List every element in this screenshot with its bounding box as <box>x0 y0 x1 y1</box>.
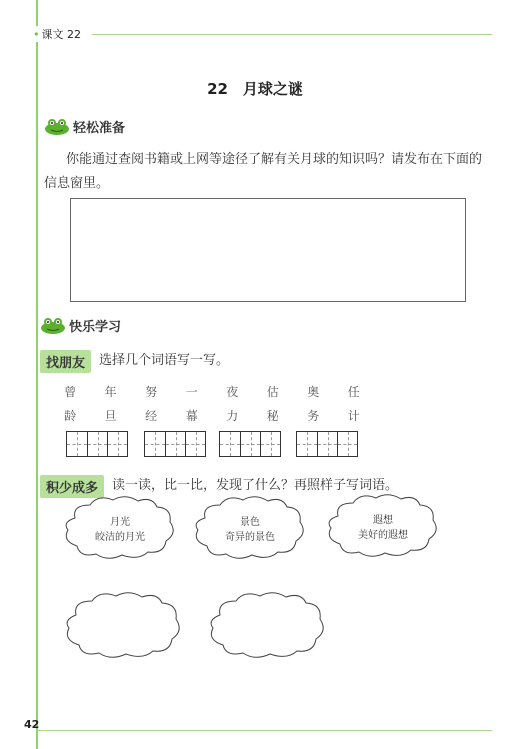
char: 任 <box>347 385 360 399</box>
char: 力 <box>226 409 239 423</box>
char: 夜 <box>226 385 239 399</box>
char: 奥 <box>307 385 320 399</box>
cloud-shape <box>67 593 179 658</box>
char: 一 <box>185 385 198 399</box>
char: 经 <box>145 409 158 423</box>
footer-rule <box>36 730 492 731</box>
prep-text-line2: 信息窗里。 <box>44 176 110 191</box>
bullet-icon: • <box>33 28 40 41</box>
cloud-word: 景色 奇异的景色 <box>225 517 275 543</box>
char: 秘 <box>266 409 279 423</box>
cloud-word: 遐想 美好的遐想 <box>358 515 408 541</box>
char: 估 <box>266 385 279 399</box>
char: 旦 <box>104 409 117 423</box>
char: 努 <box>145 385 158 399</box>
accumulate-label: 积少成多 <box>40 475 104 498</box>
prep-text-line1: 你能通过查阅书籍或上网等途径了解有关月球的知识吗？请发布在下面的 <box>66 152 483 167</box>
page-title: 22 月球之谜 <box>207 80 303 98</box>
find-friend-label: 找朋友 <box>40 350 91 373</box>
find-friend-instruction: 选择几个词语写一写。 <box>99 353 230 368</box>
cloud-word: 月光 皎洁的月光 <box>95 517 145 543</box>
accumulate-instruction: 读一读，比一比，发现了什么？再照样子写词语。 <box>112 478 399 493</box>
char: 计 <box>347 409 360 423</box>
char: 龄 <box>64 409 77 423</box>
page-number: 42 <box>24 718 40 731</box>
cloud-shape <box>211 593 323 658</box>
prep-heading: 轻松准备 <box>44 117 125 136</box>
lesson-tag: • 课文 22 <box>30 26 84 42</box>
char: 曾 <box>64 385 77 399</box>
study-heading: 快乐学习 <box>40 316 121 335</box>
char: 务 <box>307 409 320 423</box>
char: 年 <box>104 385 117 399</box>
char: 幕 <box>185 409 198 423</box>
